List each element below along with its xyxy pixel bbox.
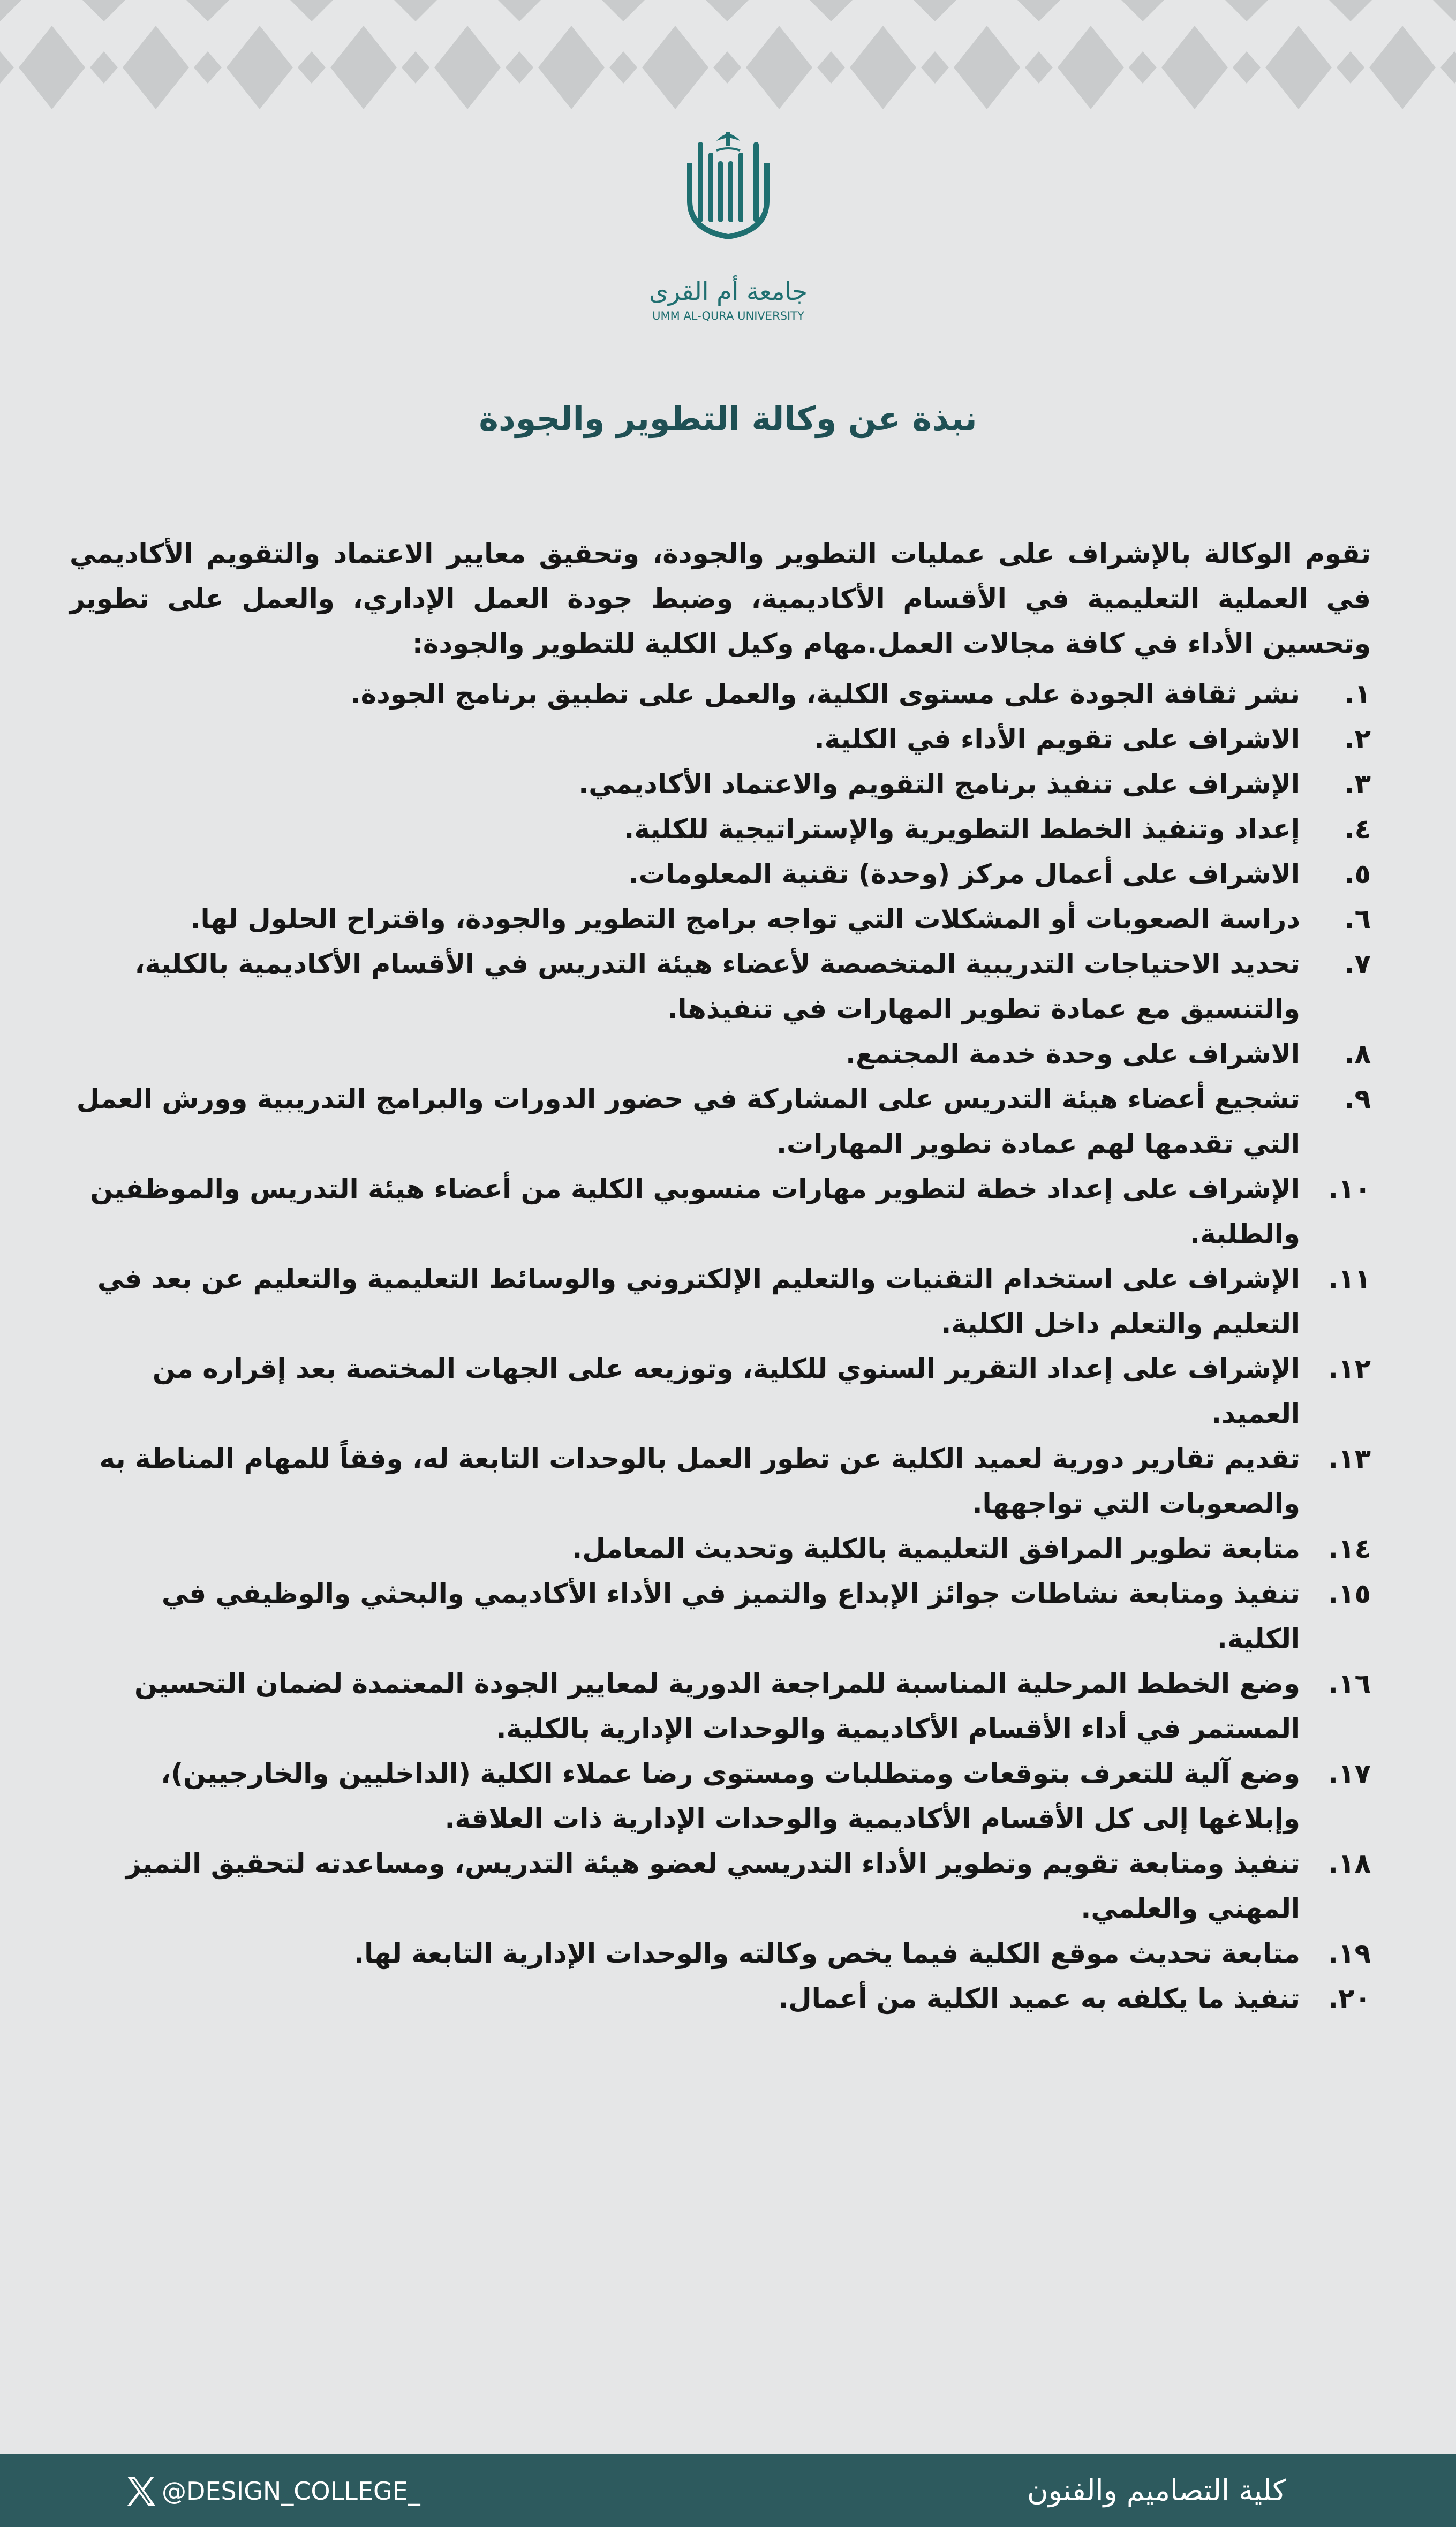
umm-al-qura-university-logo-icon: [629, 131, 827, 329]
columns-emblem: [687, 142, 770, 239]
list-item: [70, 941, 1371, 1031]
list-item-number: ١٨.: [1327, 1848, 1371, 1879]
list-item: [70, 1526, 1371, 1571]
list-item-text: دراسة الصعوبات أو المشكلات التي تواجه برامج التطوير والجودة، واقتراح الحلول لها.: [190, 903, 1300, 934]
list-item: [70, 1841, 1371, 1931]
social-handle-text: @DESIGN_COLLEGE_: [162, 2477, 420, 2506]
college-name: كلية التصاميم والفنون: [1027, 2473, 1287, 2507]
list-item-text: نشر ثقافة الجودة على مستوى الكلية، والعمل على تطبيق برنامج الجودة.: [350, 678, 1300, 710]
list-item-text: تشجيع أعضاء هيئة التدريس على المشاركة في حضور الدورات والبرامج التدريبية وورش العمل التي تقدمها لهم عمادة تطوير المهارات.: [76, 1083, 1300, 1159]
list-item-number: ٧.: [1344, 948, 1371, 979]
list-item-text: تنفيذ ومتابعة نشاطات جوائز الإبداع والتميز في الأداء الأكاديمي والبحثي والوظيفي في الكلية.: [161, 1578, 1300, 1654]
page-title: نبذة عن وكالة التطوير والجودة: [479, 399, 977, 438]
list-item-number: ١٣.: [1327, 1443, 1371, 1474]
list-item-text: الإشراف على تنفيذ برنامج التقويم والاعتماد الأكاديمي.: [578, 768, 1300, 799]
university-logo: [629, 131, 827, 329]
social-handle[interactable]: [124, 2475, 420, 2508]
list-item-text: وضع آلية للتعرف بتوقعات ومتطلبات ومستوى رضا عملاء الكلية (الداخليين والخارجيين)، وإبلاغها إلى كل الأقسام الأكاديمية والوحدات الإدارية ذات العلاقة.: [161, 1758, 1300, 1834]
list-item-number: ١٤.: [1327, 1533, 1371, 1564]
palm-emblem: [716, 132, 740, 150]
list-item: [70, 1031, 1371, 1076]
list-item-text: الاشراف على وحدة خدمة المجتمع.: [846, 1038, 1300, 1069]
list-item-text: الإشراف على استخدام التقنيات والتعليم الإلكتروني والوسائط التعليمية والتعليم عن بعد في التعليم والتعلم داخل الكلية.: [97, 1263, 1300, 1339]
list-item: [70, 716, 1371, 761]
logo-english-name: UMM AL-QURA UNIVERSITY: [652, 310, 804, 322]
list-item-text: الإشراف على إعداد التقرير السنوي للكلية، وتوزيعه على الجهات المختصة بعد إقراره من العميد.: [152, 1353, 1300, 1429]
list-item-number: ٨.: [1344, 1038, 1371, 1069]
main-content: [70, 531, 1371, 2021]
list-item: [70, 1661, 1371, 1751]
list-item-number: ١٦.: [1327, 1668, 1371, 1699]
list-item-number: ٦.: [1344, 903, 1371, 934]
list-item: [70, 1436, 1371, 1526]
list-item-text: تنفيذ ومتابعة تقويم وتطوير الأداء التدريسي لعضو هيئة التدريس، ومساعدته لتحقيق التميز المهني والعلمي.: [125, 1848, 1300, 1924]
list-item-text: الاشراف على تقويم الأداء في الكلية.: [814, 723, 1300, 755]
list-item: [70, 761, 1371, 806]
tasks-list: [70, 672, 1371, 2021]
logo-arabic-name: جامعة أم القرى: [649, 277, 808, 306]
list-item-text: إعداد وتنفيذ الخطط التطويرية والإستراتيجية للكلية.: [624, 813, 1300, 844]
list-item-number: ١٠.: [1327, 1173, 1371, 1204]
list-item: [70, 1256, 1371, 1346]
diamond-pattern: [0, 0, 1456, 112]
list-item-number: ١٢.: [1327, 1353, 1371, 1384]
list-item-text: متابعة تحديث موقع الكلية فيما يخص وكالته والوحدات الإدارية التابعة لها.: [354, 1938, 1300, 1969]
x-icon: [124, 2475, 157, 2508]
list-item-number: ٢.: [1344, 723, 1371, 755]
list-item: [70, 1931, 1371, 1976]
list-item-number: ٤.: [1344, 813, 1371, 844]
list-item: [70, 1571, 1371, 1661]
list-item-number: ٩.: [1344, 1083, 1371, 1114]
list-item-text: الإشراف على إعداد خطة لتطوير مهارات منسوبي الكلية من أعضاء هيئة التدريس والموظفين والطلبة.: [90, 1173, 1300, 1249]
list-item: [70, 851, 1371, 896]
list-item-number: ٣.: [1344, 768, 1371, 799]
list-item-number: ١٩.: [1327, 1938, 1371, 1969]
list-item-text: الاشراف على أعمال مركز (وحدة) تقنية المعلومات.: [628, 858, 1300, 889]
footer-bar: [0, 2454, 1456, 2527]
list-item: [70, 1346, 1371, 1436]
list-item-text: تنفيذ ما يكلفه به عميد الكلية من أعمال.: [778, 1983, 1300, 2014]
list-item-number: ٢٠.: [1327, 1983, 1371, 2014]
intro-paragraph: تقوم الوكالة بالإشراف على عمليات التطوير والجودة، وتحقيق معايير الاعتماد والتقويم الأكاديمي في العملية التعليمية في الأقسام الأكاديمية، وضبط جودة العمل الإداري، والعمل على تطوير وتحسين الأداء في كافة مجالات العمل.مهام وكيل الكلية للتطوير والجودة:: [70, 538, 1371, 659]
top-pattern-band: [0, 0, 1456, 112]
list-item: [70, 672, 1371, 716]
list-item-number: ٥.: [1344, 858, 1371, 889]
list-item: [70, 1076, 1371, 1166]
list-item: [70, 1751, 1371, 1841]
list-item-number: ١.: [1344, 678, 1371, 710]
list-item: [70, 1976, 1371, 2021]
list-item-number: ١٥.: [1327, 1578, 1371, 1609]
list-item-text: تحديد الاحتياجات التدريبية المتخصصة لأعضاء هيئة التدريس في الأقسام الأكاديمية بالكلية، والتنسيق مع عمادة تطوير المهارات في تنفيذها.: [134, 948, 1300, 1024]
list-item-text: متابعة تطوير المرافق التعليمية بالكلية وتحديث المعامل.: [572, 1533, 1300, 1564]
list-item: [70, 806, 1371, 851]
list-item-number: ١٧.: [1327, 1758, 1371, 1789]
list-item-text: تقديم تقارير دورية لعميد الكلية عن تطور العمل بالوحدات التابعة له، وفقاً للمهام المناطة به والصعوبات التي تواجهها.: [99, 1443, 1300, 1519]
list-item-text: وضع الخطط المرحلية المناسبة للمراجعة الدورية لمعايير الجودة المعتمدة لضمان التحسين المستمر في أداء الأقسام الأكاديمية والوحدات الإدارية بالكلية.: [134, 1668, 1300, 1744]
list-item: [70, 1166, 1371, 1256]
list-item-number: ١١.: [1327, 1263, 1371, 1294]
list-item: [70, 896, 1371, 941]
